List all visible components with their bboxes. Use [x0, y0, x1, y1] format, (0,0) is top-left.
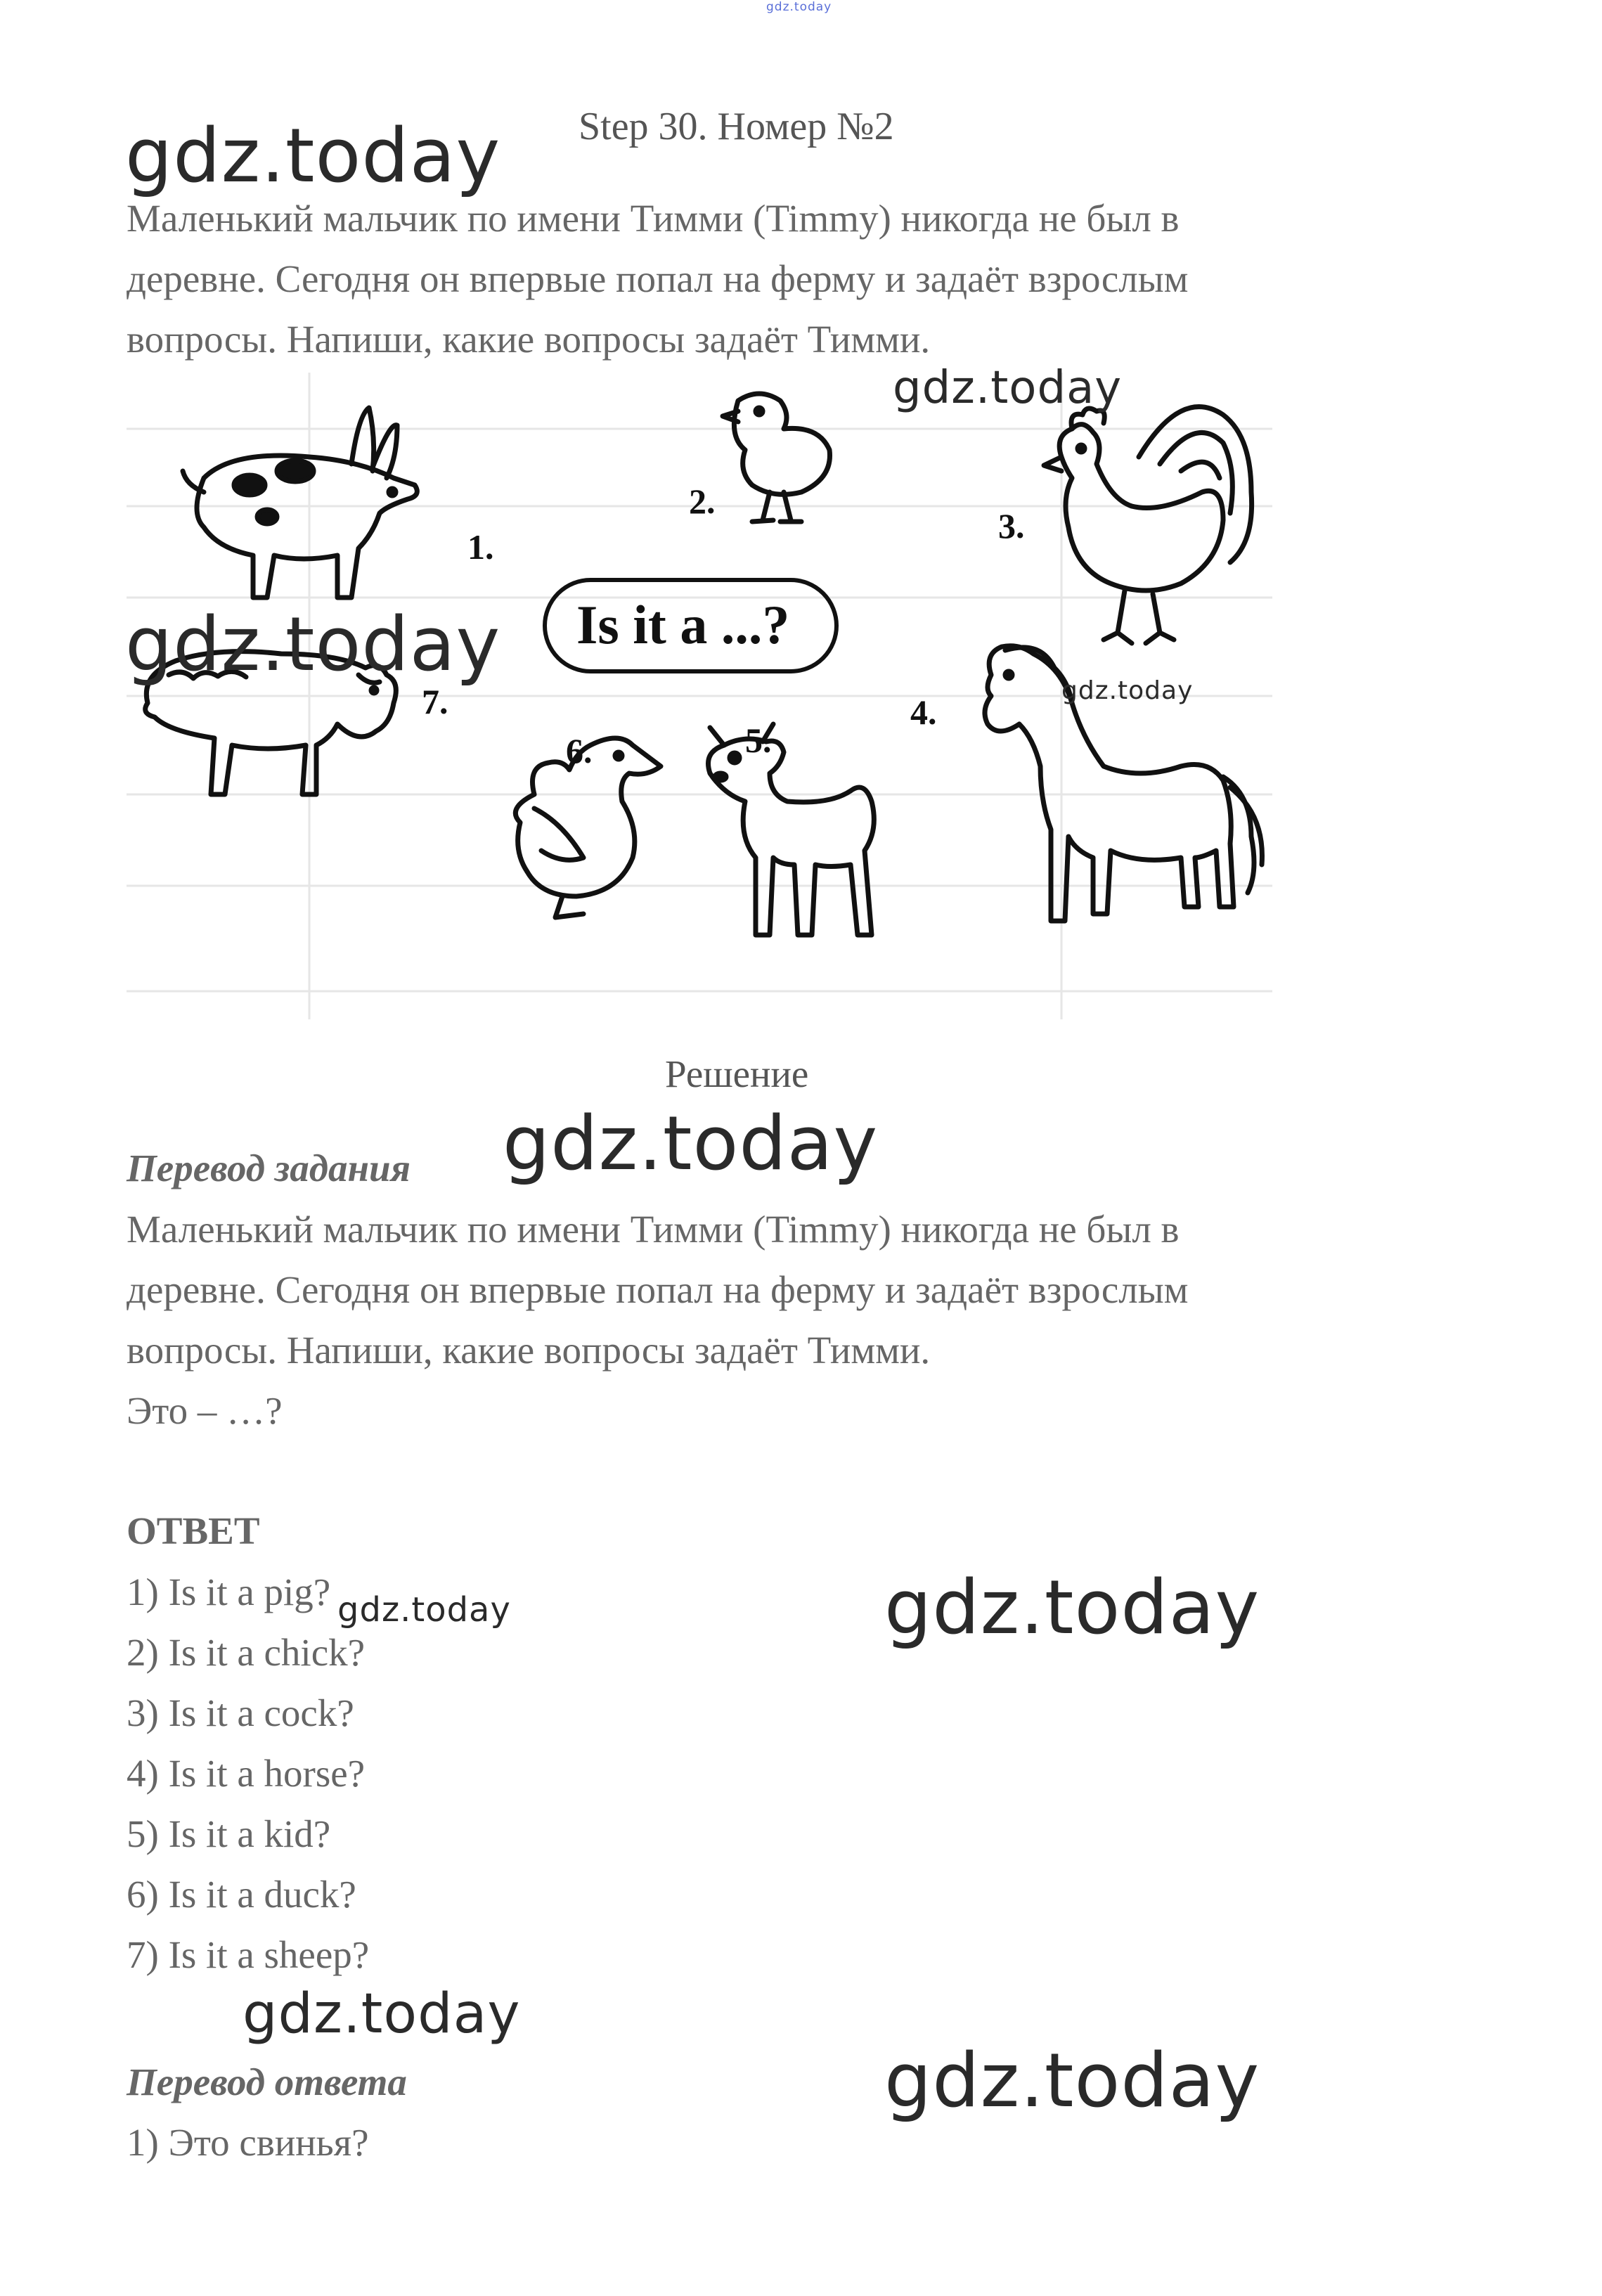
- animal-number: 4.: [910, 692, 937, 732]
- watermark: gdz.today: [884, 1564, 1260, 1651]
- task-line: Маленький мальчик по имени Тимми (Timmy) никогда не был в: [127, 197, 1180, 240]
- answer-line: 1) Is it a pig?: [127, 1571, 331, 1613]
- translation-line: вопросы. Напиши, какие вопросы задаёт Тимми.: [127, 1329, 931, 1372]
- watermark: gdz.today: [884, 2037, 1260, 2124]
- animal-number: 6.: [566, 731, 593, 770]
- watermark: gdz.today: [337, 1590, 511, 1630]
- animal-number: 7.: [422, 682, 448, 721]
- answer-line: 2) Is it a chick?: [127, 1631, 366, 1674]
- answer-heading: ОТВЕТ: [127, 1509, 260, 1552]
- answer-line: 5) Is it a kid?: [127, 1812, 331, 1855]
- pig-drawing: [183, 408, 417, 598]
- watermark: gdz.today: [125, 601, 501, 688]
- kid-drawing: [709, 724, 874, 935]
- watermark: gdz.today: [893, 362, 1123, 414]
- chick-drawing: [723, 394, 830, 522]
- answer-translations-list: [127, 2113, 368, 2173]
- translation-line: Это – …?: [127, 1389, 283, 1432]
- page-title: Step 30. Номер №2: [579, 105, 894, 148]
- watermark: gdz.today: [243, 1982, 521, 2046]
- answer-line: 4) Is it a horse?: [127, 1752, 366, 1795]
- task-line: вопросы. Напиши, какие вопросы задаёт Тимми.: [127, 318, 931, 361]
- task-text: [127, 188, 1188, 370]
- animal-number: 1.: [467, 527, 494, 567]
- answers-list: [127, 1562, 369, 1985]
- task-line: деревне. Сегодня он впервые попал на ферму и задаёт взрослым: [127, 257, 1189, 300]
- watermark: gdz.today: [125, 112, 501, 199]
- animal-number: 3.: [998, 506, 1025, 546]
- animal-number: 2.: [689, 482, 716, 521]
- animal-number: 5.: [745, 721, 772, 760]
- watermark: gdz.today: [1061, 676, 1194, 705]
- answer-line: 6) Is it a duck?: [127, 1873, 356, 1916]
- answer-translation-line: 1) Это свинья?: [127, 2121, 369, 2164]
- answer-line: 7) Is it a sheep?: [127, 1933, 370, 1976]
- cock-drawing: [1044, 407, 1252, 643]
- watermark: gdz.today: [503, 1100, 879, 1187]
- answer-line: 3) Is it a cock?: [127, 1691, 354, 1734]
- answer-translation-heading: Перевод ответа: [127, 2060, 407, 2103]
- watermark: gdz.today: [766, 0, 832, 14]
- translation-heading: Перевод задания: [127, 1147, 411, 1189]
- translation-line: деревне. Сегодня он впервые попал на ферму и задаёт взрослым: [127, 1268, 1189, 1311]
- translation-text: [127, 1199, 1188, 1441]
- translation-line: Маленький мальчик по имени Тимми (Timmy) никогда не был в: [127, 1208, 1180, 1251]
- speech-bubble-text: Is it a ...?: [576, 594, 790, 655]
- solution-label: Решение: [665, 1052, 809, 1095]
